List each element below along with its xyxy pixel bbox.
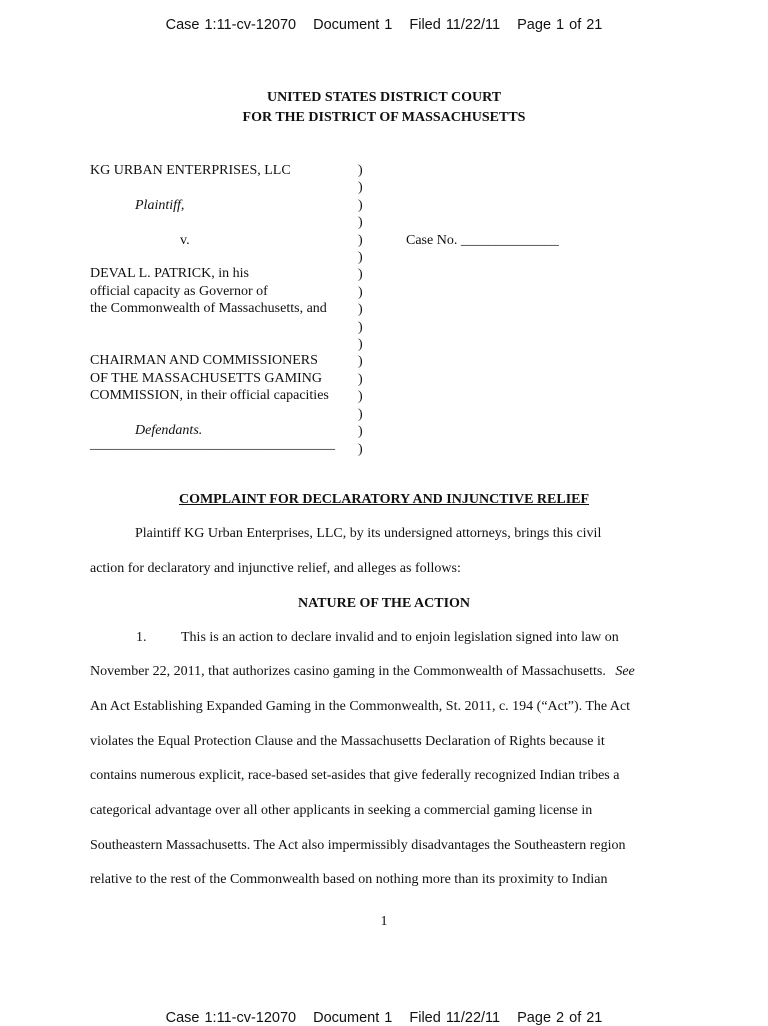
intro-line1: Plaintiff KG Urban Enterprises, LLC, by its undersigned attorneys, brings this civil	[135, 526, 602, 541]
defendant1-line3: the Commonwealth of Massachusetts, and	[90, 301, 327, 316]
page-header	[0, 17, 768, 33]
next-header-case-number: Case 1:11-cv-12070	[165, 1010, 297, 1026]
paren: )	[358, 232, 363, 248]
paren: )	[358, 302, 363, 318]
case-number-field: Case No. ______________	[406, 233, 559, 248]
plaintiff-label-text: Plaintiff	[135, 198, 181, 213]
paren: )	[358, 406, 363, 422]
header-case-number: Case 1:11-cv-12070	[165, 17, 297, 33]
para1-line-with-signal	[90, 664, 635, 680]
paren: )	[358, 424, 363, 440]
header-page: Page 1 of 21	[517, 17, 603, 33]
court-name-line2: FOR THE DISTRICT OF MASSACHUSETTS	[242, 110, 526, 125]
para1-line: Southeastern Massachusetts. The Act also impermissibly disadvantages the Southeastern region	[90, 838, 626, 853]
paren: )	[358, 354, 363, 370]
defendant1-line1: DEVAL L. PATRICK, in his	[90, 266, 249, 281]
paren: )	[358, 284, 363, 300]
paren: )	[358, 215, 363, 231]
para1-line: This is an action to declare invalid and to enjoin legislation signed into law on	[181, 630, 619, 645]
next-header-document: Document 1	[313, 1010, 393, 1026]
plaintiff-name: KG URBAN ENTERPRISES, LLC	[90, 163, 291, 178]
paren: )	[358, 441, 363, 457]
para1-line: violates the Equal Protection Clause and the Massachusetts Declaration of Rights because it	[90, 734, 605, 749]
defendant2-line3: COMMISSION, in their official capacities	[90, 388, 329, 403]
plaintiff-label: Plaintiff,	[135, 198, 185, 213]
caption-bottom-rule: ___________________________________	[90, 437, 335, 452]
para1-line: contains numerous explicit, race-based set-asides that give federally recognized Indian tribes a	[90, 768, 620, 783]
court-name-line1: UNITED STATES DISTRICT COURT	[266, 90, 502, 105]
intro-line2: action for declaratory and injunctive relief, and alleges as follows:	[90, 561, 461, 576]
para1-line: November 22, 2011, that authorizes casino gaming in the Commonwealth of Massachusetts.	[90, 664, 606, 679]
paren: )	[358, 319, 363, 335]
header-document: Document 1	[313, 17, 393, 33]
defendant2-line1: CHAIRMAN AND COMMISSIONERS	[90, 353, 318, 368]
paren: )	[358, 371, 363, 387]
para1-line: An Act Establishing Expanded Gaming in the Commonwealth, St. 2011, c. 194 (“Act”). The Act	[90, 699, 631, 714]
para1-line: relative to the rest of the Commonwealth based on nothing more than its proximity to Indian	[90, 872, 608, 887]
paren: )	[358, 197, 363, 213]
paren: )	[358, 337, 363, 353]
versus: v.	[180, 233, 190, 248]
complaint-title: COMPLAINT FOR DECLARATORY AND INJUNCTIVE RELIEF	[178, 492, 590, 507]
defendants-label-text: Defendants	[135, 423, 199, 438]
defendants-label: Defendants.	[135, 423, 203, 438]
paren: )	[358, 389, 363, 405]
para1-number: 1.	[136, 630, 147, 645]
header-filed-date: Filed 11/22/11	[409, 17, 501, 33]
paren: )	[358, 163, 363, 178]
paren: )	[358, 250, 363, 266]
paren: )	[358, 267, 363, 283]
caption-parenthesis-column	[358, 162, 363, 458]
next-header-filed-date: Filed 11/22/11	[409, 1010, 501, 1026]
defendant2-line2: OF THE MASSACHUSETTS GAMING	[90, 371, 322, 386]
section-heading-nature: NATURE OF THE ACTION	[297, 596, 471, 611]
next-header-page: Page 2 of 21	[517, 1010, 603, 1026]
page-number: 1	[380, 914, 388, 929]
para1-line: categorical advantage over all other applicants in seeking a commercial gaming license in	[90, 803, 593, 818]
paren: )	[358, 180, 363, 196]
defendant1-line2: official capacity as Governor of	[90, 284, 268, 299]
see-signal: See	[615, 664, 635, 679]
